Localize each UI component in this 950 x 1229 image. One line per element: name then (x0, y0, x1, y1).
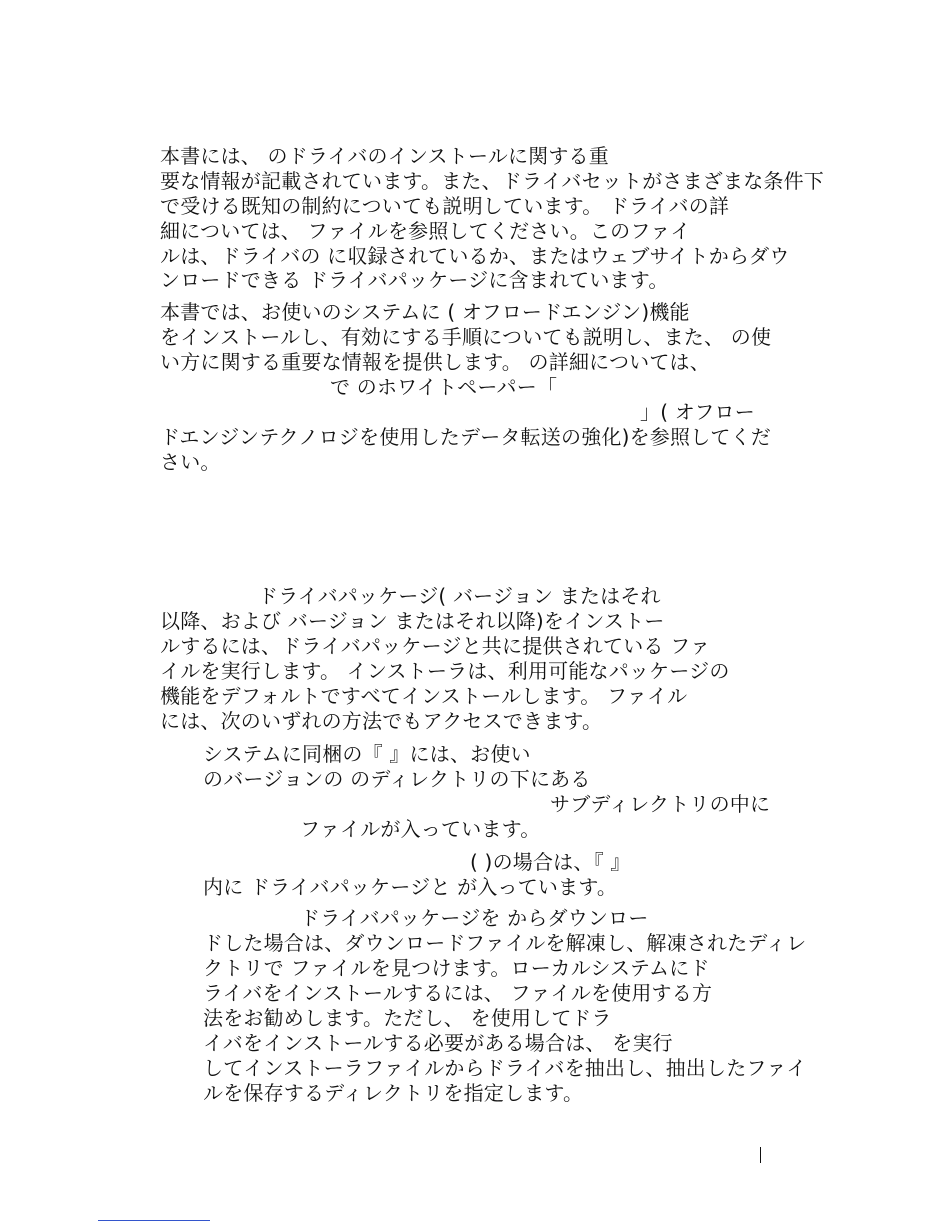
list-item-line: ( )の場合は、『 』 (470, 850, 631, 874)
text-line: ルは、ドライバの に収録されているか、またはウェブサイトからダウ (160, 244, 790, 268)
text-line: には、次のいずれの方法でもアクセスできます。 (160, 709, 603, 733)
list-item-line: イバをインストールする必要がある場合は、 を実行 (203, 1031, 673, 1055)
text-line: ドエンジンテクノロジを使用したデータ転送の強化)を参照してくだ (160, 425, 772, 449)
text-line: い方に関する重要な情報を提供します。 の詳細については、 (160, 350, 710, 374)
list-item-line: ルを保存するディレクトリを指定します。 (203, 1081, 584, 1105)
text-line: 細については、 ファイルを参照してください。このファイ (160, 219, 691, 243)
text-line: 本書では、お使いのシステムに ( オフロードエンジン)機能 (160, 300, 690, 324)
text-line: イルを実行します。 インストーラは、利用可能なパッケージの (160, 659, 730, 683)
list-item-line: システムに同梱の『 』には、お使い (203, 742, 531, 766)
text-line: で のホワイトペーパー「 (330, 375, 558, 399)
text-line: 本書には、 のドライバのインストールに関する重 (160, 144, 609, 168)
text-line: 」( オフロー (640, 400, 755, 424)
list-item-line: サブディレクトリの中に (550, 792, 771, 816)
list-item-line: 法をお勧めします。ただし、 を使用してドラ (203, 1006, 612, 1030)
text-line: ルするには、ドライバパッケージと共に提供されている ファ (160, 634, 711, 658)
list-item-line: ライバをインストールするには、 ファイルを使用する方 (203, 981, 713, 1005)
text-line: ンロードできる ドライバパッケージに含まれています。 (160, 268, 669, 292)
text-line: 要な情報が記載されています。また、ドライバセットがさまざまな条件下 (160, 169, 824, 193)
text-line: をインストールし、有効にする手順についても説明し、また、 の使 (160, 325, 772, 349)
list-item-line: クトリで ファイルを見つけます。ローカルシステムにド (203, 956, 710, 980)
list-item-line: してインストーラファイルからドライバを抽出し、抽出したファイ (203, 1056, 807, 1080)
text-line: さい。 (160, 450, 221, 474)
list-item-line: ドした場合は、ダウンロードファイルを解凍し、解凍されたディレ (203, 931, 807, 955)
text-line: ドライバパッケージ( バージョン またはそれ (258, 584, 661, 608)
list-item-line: 内に ドライバパッケージと が入っています。 (203, 875, 618, 899)
page-number-mark (760, 1147, 761, 1163)
text-line: 機能をデフォルトですべてインストールします。 ファイル (160, 684, 688, 708)
list-item-line: ファイルが入っています。 (300, 817, 541, 841)
text-line: 以降、および バージョン またはそれ以降)をインストー (160, 609, 665, 633)
footnote-divider (98, 1220, 210, 1221)
list-item-line: のバージョンの のディレクトリの下にある (203, 767, 591, 791)
text-line: で受ける既知の制約についても説明しています。 ドライバの詳 (160, 194, 730, 218)
list-item-line: ドライバパッケージを からダウンロー (300, 906, 649, 930)
